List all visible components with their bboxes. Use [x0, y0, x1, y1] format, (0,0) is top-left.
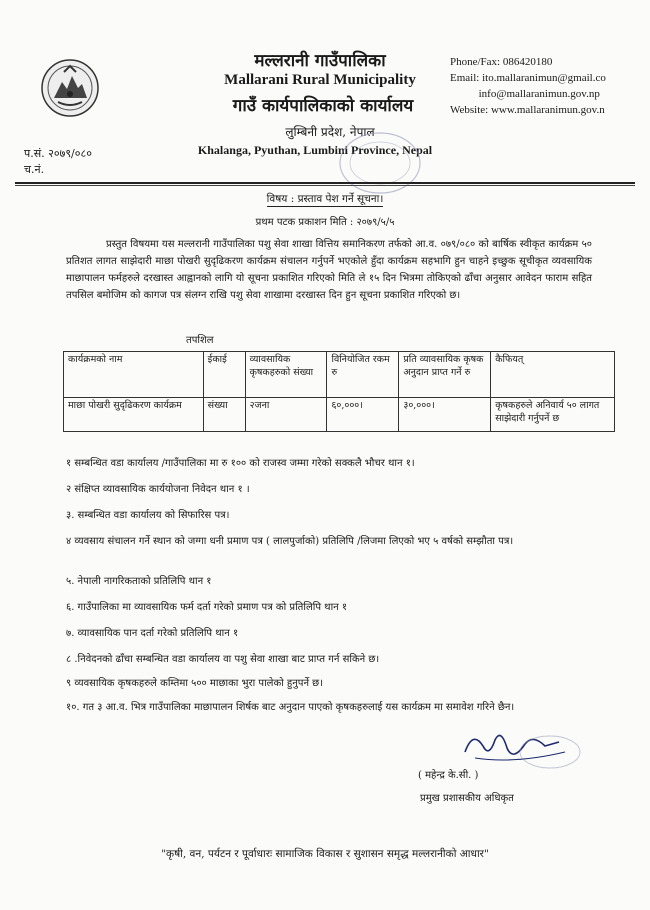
footer-motto: "कृषी, वन, पर्यटन र पूर्वाधारः सामाजिक विकास र सुशासन समृद्ध मल्लरानीको आधार": [161, 848, 489, 860]
website: Website: www.mallaranimun.gov.n: [450, 104, 605, 116]
list-item: ४ व्यवसाय संचालन गर्ने स्थान को जग्गा धनी प्रमाण पत्र ( लालपुर्जाको) प्रतिलिपि /लिजमा लिएको भए ५ वर्षको सम्झौता पत्र।: [66, 536, 514, 547]
province-np: लुम्बिनी प्रदेश, नेपाल: [285, 125, 375, 139]
table-header-cell: कैफियत्: [491, 352, 615, 398]
table-header-cell: विनियोजित रकम रु: [327, 352, 399, 398]
list-item: ५. नेपाली नागरिकताको प्रतिलिपि थान १: [66, 576, 212, 587]
list-item: १ सम्बन्धित वडा कार्यालय /गाउँपालिका मा रु १०० को राजस्व जम्मा गरेको सक्कलै भौचर थान १।: [66, 458, 415, 469]
table-cell: ६०,०००।: [327, 398, 399, 432]
office-stamp-icon: [335, 128, 425, 198]
list-item: ८ .निवेदनको ढाँचा सम्बन्धित वडा कार्यालय वा पशु सेवा शाखा बाट प्राप्त गर्न सकिने छ।: [66, 654, 380, 665]
program-table: [63, 351, 615, 432]
municipality-name-np: मल्लरानी गाउँपालिका: [254, 51, 386, 71]
reference-block: [24, 146, 92, 178]
table-cell: संख्या: [203, 398, 245, 432]
table-cell: कृषकहरुले अनिवार्य ५० लागत साझेदारी गर्नुपर्ने छ: [491, 398, 615, 432]
table-title: तपशिल: [186, 335, 214, 346]
list-item: ३. सम्बन्धित वडा कार्यालय को सिफारिस पत्र।: [66, 510, 230, 521]
subject-line: [0, 192, 650, 206]
phone-fax: Phone/Fax: 086420180: [450, 56, 553, 68]
list-item: ९ व्यवसायिक कृषकहरुले कम्तिमा ५०० माछाका भुरा पालेको हुनुपर्ने छ।: [66, 678, 323, 689]
reference-ps: प.सं. २०७९/०८०: [24, 147, 92, 160]
table-cell: माछा पोखरी सुदृढिकरण कार्यक्रम: [64, 398, 204, 432]
list-item: ७. व्यावसायिक पान दर्ता गरेको प्रतिलिपि थान १: [66, 628, 239, 639]
list-item: १०. गत ३ आ.व. भित्र गाउँपालिका माछापालन शिर्षक बाट अनुदान पाएको कृषकहरुलाई यस कार्यक्रम मा समावेश गरिने छैन।: [66, 702, 515, 713]
office-name-np: गाउँ कार्यपालिकाको कार्यालय: [232, 96, 414, 116]
table-header-row: [64, 352, 615, 398]
table-cell: ३०,०००।: [399, 398, 491, 432]
list-item: ६. गाउँपालिका मा व्यावसायिक फर्म दर्ता गरेको प्रमाण पत्र को प्रतिलिपि थान १: [66, 602, 348, 613]
body-paragraph: प्रस्तुत विषयमा यस मल्लरानी गाउँपालिका पशु सेवा शाखा वित्तिय समानिकरण तर्फको आ.व. ०७९/०८० को बार्षिक स्वीकृत कार्यक्रम ५० प्रतिशत लागत साझेदारी माछा पोखरी सुदृढिकरण कार्यक्रम संचालन गर्नुपर्ने भएकोले हुँदा कार्यक्रम सहभागि हुन चाहने इच्छुक सूचीकृत व्यवसायिक माछापालन फर्महरुले दरखास्त आह्वानको लागि यो सूचना प्रकाशित गरिएको मिति ले १५ दिन भित्रमा तोकिएको ढाँचा अनुसार आवेदन फाराम सहित तपसिल बमोजिम को कागज पत्र संलग्न राखि पशु सेवा शाखामा दरखास्त दिन हुन सूचना प्रकाशित गरिएको छ।: [66, 239, 592, 301]
reference-chn: च.नं.: [24, 163, 45, 176]
contact-block: [450, 54, 606, 118]
publication-date: प्रथम पटक प्रकाशन मिति : २०७९/५/५: [255, 217, 395, 228]
table-header-cell: व्यावसायिक कृषकहरुको संख्या: [245, 352, 327, 398]
table-row: [64, 398, 615, 432]
list-item: २ संक्षिप्त व्यावसायिक कार्ययोजना निवेदन थान १ ।: [66, 484, 250, 495]
signatory-title: प्रमुख प्रशासकीय अधिकृत: [420, 793, 514, 804]
municipality-name-en: Mallarani Rural Municipality: [224, 72, 416, 88]
email-2: info@mallaranimun.gov.np: [478, 88, 600, 100]
table-header-cell: कार्यक्रमको नाम: [64, 352, 204, 398]
signature-icon: [455, 722, 585, 770]
address-en: Khalanga, Pyuthan, Lumbini Province, Nepal: [197, 143, 433, 157]
signatory-name: ( महेन्द्र के.सी. ): [418, 770, 479, 781]
table-header-cell: ईकाई: [203, 352, 245, 398]
email-1: Email: ito.mallaranimun@gmail.co: [450, 72, 606, 84]
header-rule: [15, 182, 635, 184]
subject-text: विषय : प्रस्ताव पेश गर्ने सूचना।: [266, 193, 384, 205]
table-cell: २जना: [245, 398, 327, 432]
table-header-cell: प्रति व्यावसायिक कृषक अनुदान प्राप्त गर्ने रु: [399, 352, 491, 398]
header-rule-thin: [15, 185, 635, 186]
nepal-emblem-icon: [40, 58, 100, 118]
